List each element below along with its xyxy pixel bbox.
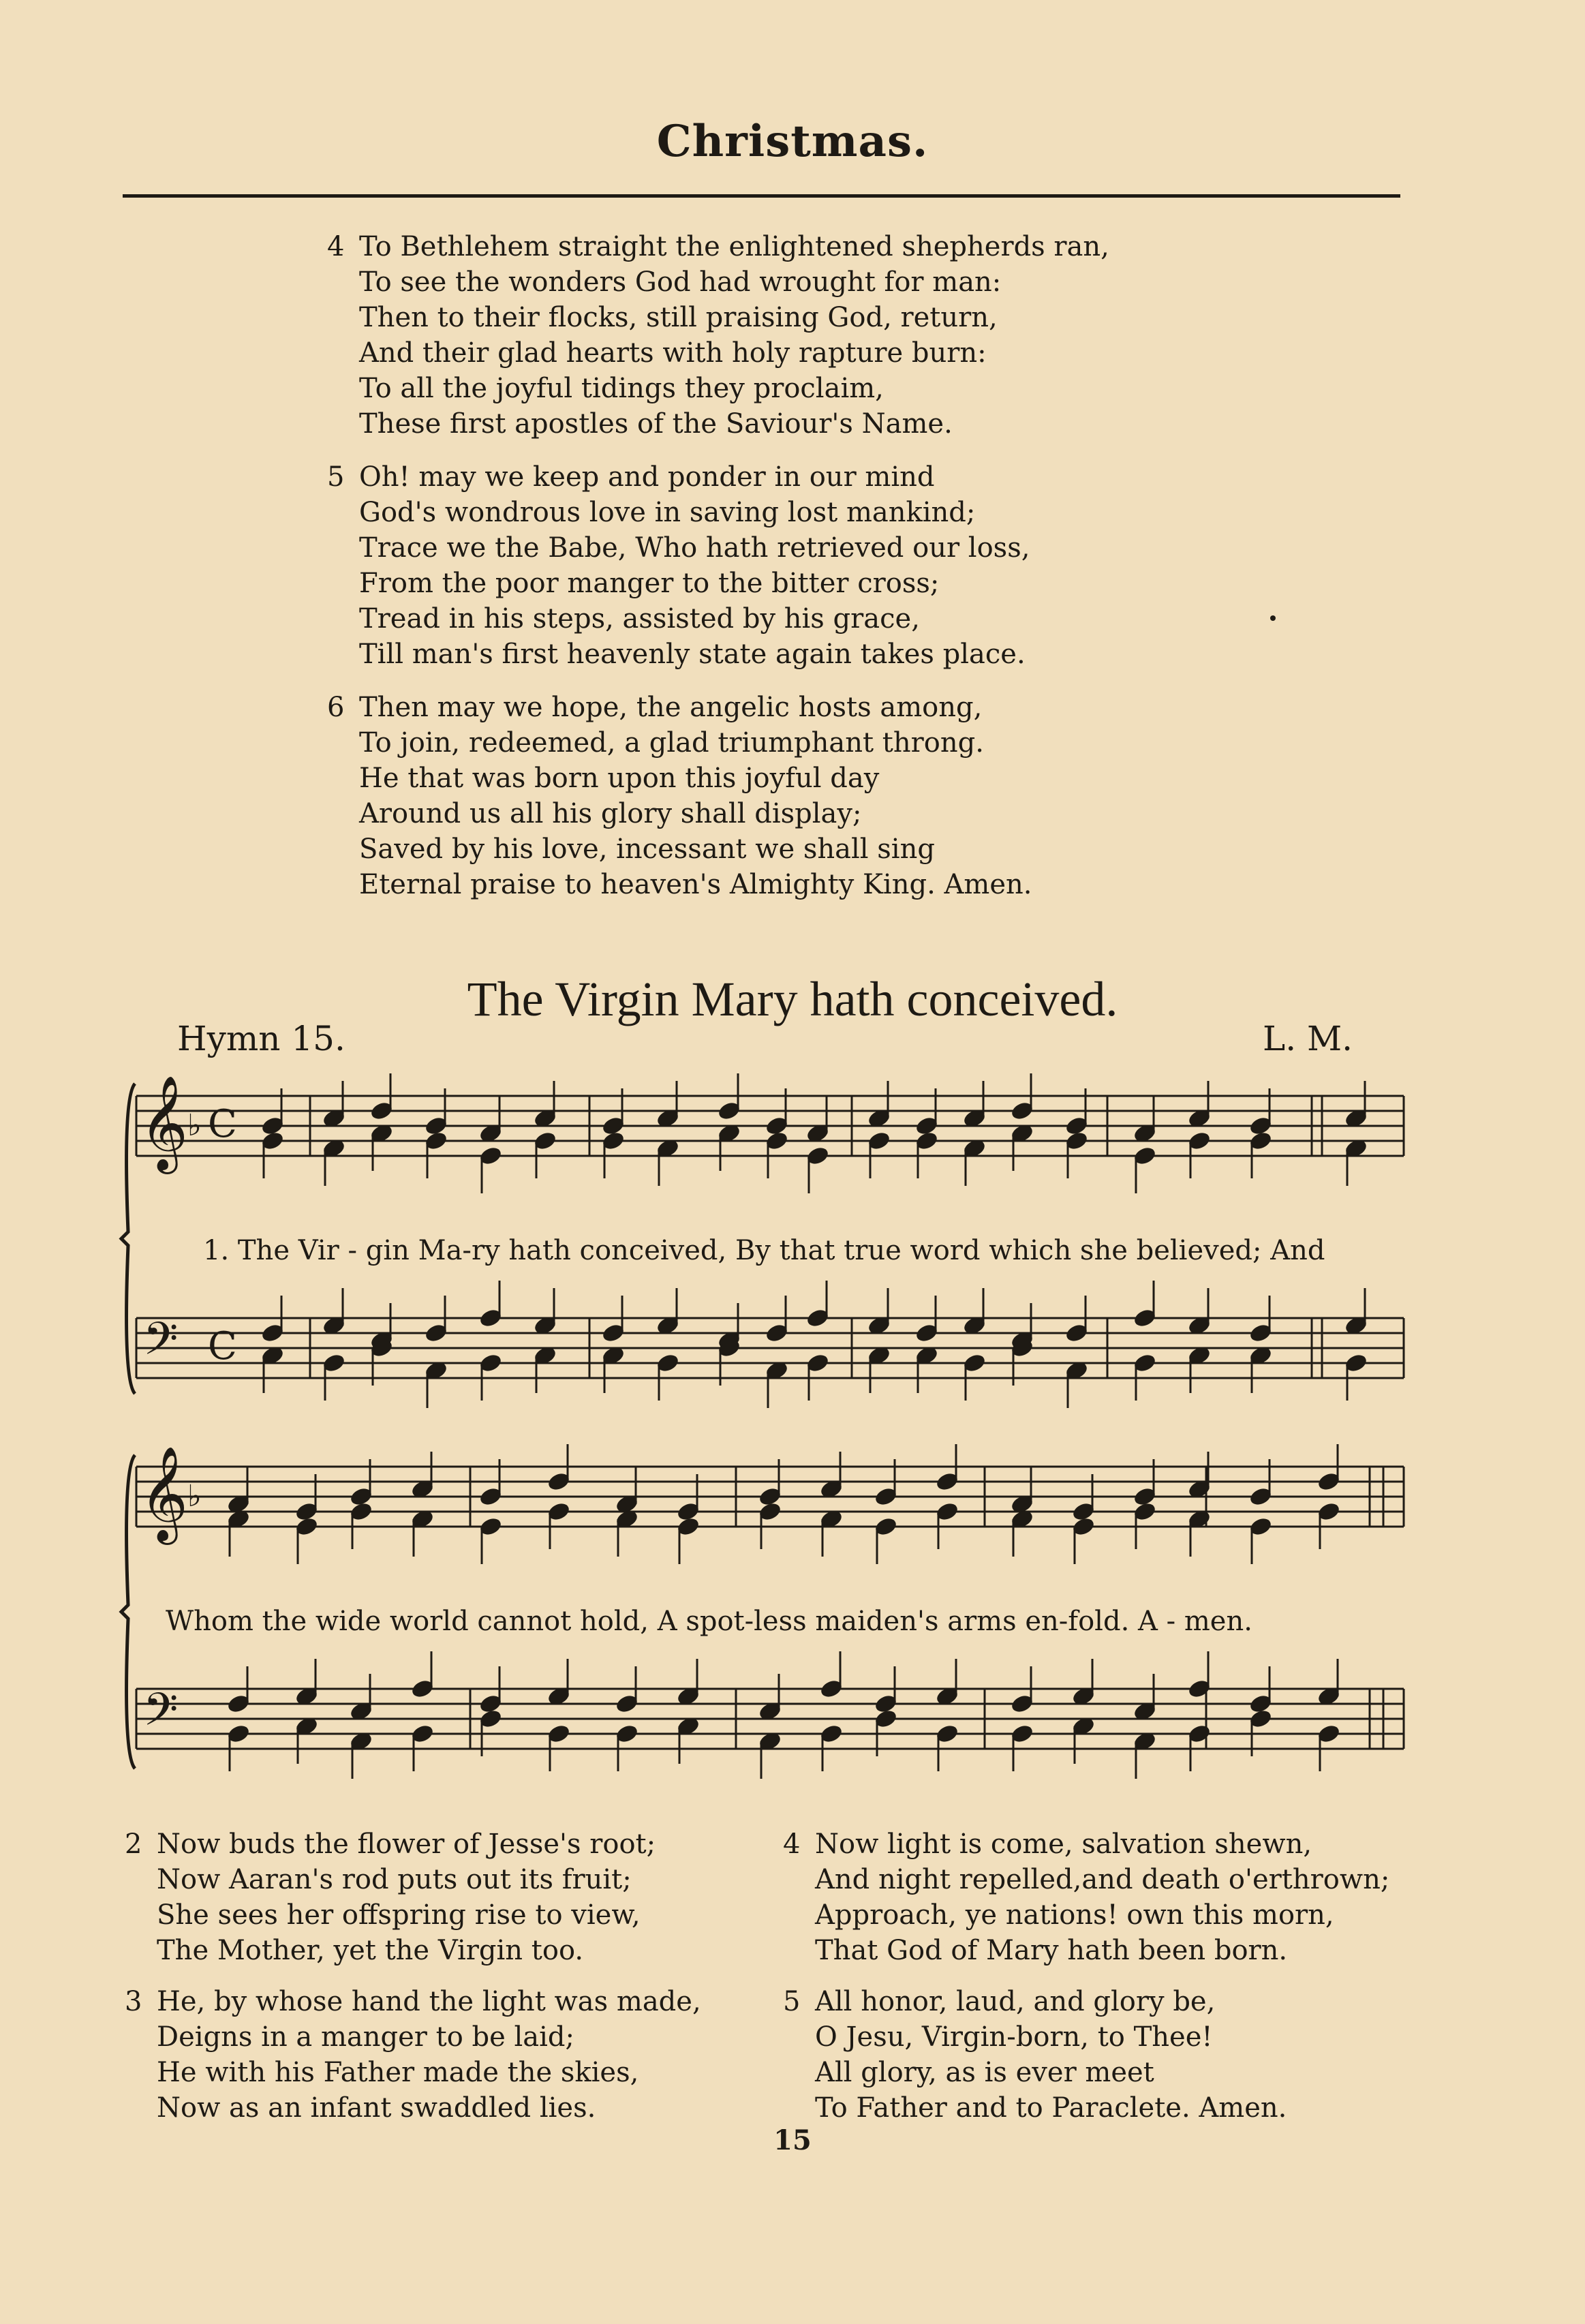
stanza-line: Tread in his steps, assisted by his grace, [359, 603, 920, 634]
system-brace [121, 1084, 135, 1394]
stanza-number: 3 [125, 1986, 142, 2017]
stanza-line: That God of Mary hath been born. [815, 1935, 1288, 1966]
stanza-number: 5 [783, 1986, 801, 2017]
stanza-number: 5 [327, 461, 345, 493]
page-number: 15 [773, 2124, 812, 2156]
stanza-line: All honor, laud, and glory be, [815, 1986, 1216, 2017]
stanza-line: Now light is come, salvation shewn, [815, 1829, 1312, 1860]
hymn-number: Hymn 15. [177, 1019, 345, 1058]
treble-clef: 𝄞 [140, 1446, 188, 1541]
stanza-line: He that was born upon this joyful day [359, 763, 880, 794]
stanza-line: Trace we the Babe, Who hath retrieved our loss, [359, 532, 1030, 564]
stanza-line: Eternal praise to heaven's Almighty King. Amen. [359, 869, 1032, 900]
stanza-line: She sees her offspring rise to view, [157, 1899, 641, 1931]
stanza-line: Now as an infant swaddled lies. [157, 2092, 596, 2124]
treble-clef: 𝄞 [140, 1075, 188, 1170]
flat-sign: ♭ [187, 1108, 202, 1143]
stanza-line: Then to their flocks, still praising God, return, [359, 302, 998, 333]
stanza-4-lower [783, 1826, 1390, 1968]
lyric-line-1: 1. The Vir - gin Ma-ry hath conceived, By that true word which she believed; And [203, 1235, 1325, 1266]
stanza-line: And night repelled,and death o'erthrown; [815, 1864, 1390, 1895]
stanza-line: And their glad hearts with holy rapture burn: [359, 337, 987, 369]
stanza-2 [125, 1826, 656, 1968]
stanza-line: Then may we hope, the angelic hosts among, [359, 692, 983, 723]
hymn-title: The Virgin Mary hath conceived. [467, 972, 1118, 1026]
bass-clef: 𝄢 [143, 1683, 179, 1747]
common-time-sign: C [208, 1102, 237, 1146]
stanza-line: From the poor manger to the bitter cross; [359, 568, 940, 599]
flat-sign: ♭ [187, 1479, 202, 1514]
stanza-line: O Jesu, Virgin-born, to Thee! [815, 2021, 1213, 2053]
stanza-line: Till man's first heavenly state again takes place. [359, 639, 1026, 670]
common-time-sign: C [208, 1324, 237, 1369]
stanza-line: Oh! may we keep and ponder in our mind [359, 461, 935, 493]
stanza-line: The Mother, yet the Virgin too. [157, 1935, 584, 1966]
page-title: Christmas. [656, 116, 929, 167]
stanza-line: To see the wonders God had wrought for man: [359, 266, 1002, 298]
stanza-line: Now buds the flower of Jesse's root; [157, 1829, 656, 1860]
bass-clef: 𝄢 [143, 1313, 179, 1376]
stanza-line: Approach, ye nations! own this morn, [815, 1899, 1334, 1931]
stanza-line: He with his Father made the skies, [157, 2057, 639, 2088]
stanza-number: 2 [125, 1829, 142, 1860]
stanza-line: All glory, as is ever meet [815, 2057, 1154, 2088]
hymn-meter: L. M. [1263, 1019, 1353, 1058]
lyric-line-2: Whom the wide world cannot hold, A spot-less maiden's arms en-fold. A - men. [166, 1606, 1252, 1637]
stanza-5-lower [783, 1984, 1287, 2126]
stanza-line: To Bethlehem straight the enlightened shepherds ran, [359, 231, 1109, 262]
stanza-line: To all the joyful tidings they proclaim, [359, 373, 884, 404]
stanza-number: 4 [783, 1829, 801, 1860]
stanza-line: Deigns in a manger to be laid; [157, 2021, 575, 2053]
stanza-line: He, by whose hand the light was made, [157, 1986, 701, 2017]
stanza-line: These first apostles of the Saviour's Name. [359, 408, 953, 440]
stanza-line: God's wondrous love in saving lost mankind; [359, 497, 976, 528]
stanza-line: To Father and to Paraclete. Amen. [815, 2092, 1287, 2124]
stanza-number: 4 [327, 231, 345, 262]
stanza-line: Saved by his love, incessant we shall sing [359, 834, 935, 865]
stanza-line: Now Aaran's rod puts out its fruit; [157, 1864, 632, 1895]
stanza-3 [125, 1984, 701, 2126]
stanza-number: 6 [327, 692, 345, 723]
system-brace [121, 1455, 135, 1769]
stanza-line: Around us all his glory shall display; [359, 798, 862, 829]
stanza-line: To join, redeemed, a glad triumphant throng. [359, 727, 984, 759]
